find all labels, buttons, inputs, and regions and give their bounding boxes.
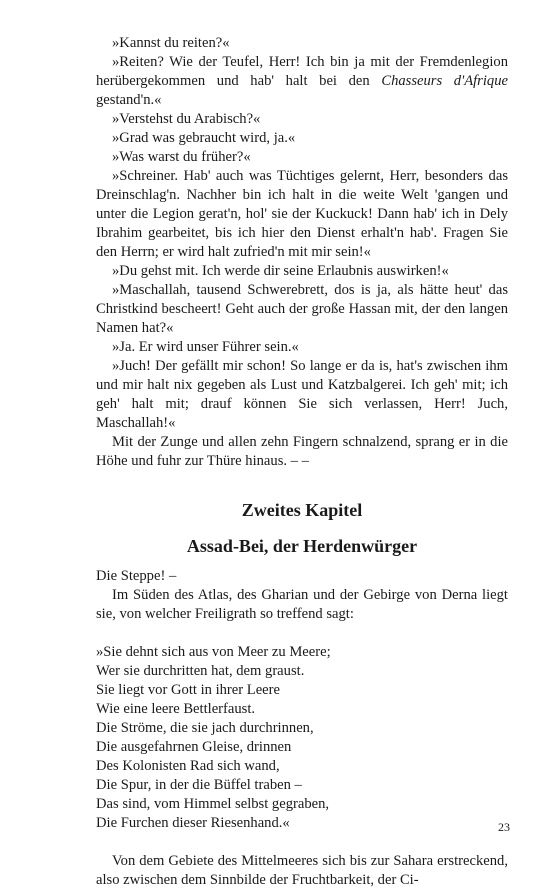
poem-line: Die Spur, in der die Büffel traben – [96, 777, 302, 793]
poem-line: »Sie dehnt sich aus von Meer zu Meere; [96, 644, 331, 660]
closing-paragraph: Von dem Gebiete des Mittelmeeres sich bis zur Sahara erstreckend, also zwischen dem Sinnbilde der Fruchtbarkeit, der Ci- [96, 853, 508, 888]
poem-line: Die Ströme, die sie jach durchrinnen, [96, 720, 314, 736]
dialogue-line: »Juch! Der gefällt mir schon! So lange er da is, hat's zwischen ihm und mir halt nix gegeben als Lust und Katzbalgerei. Ich geh' mit; ich geh' halt mit; drauf können Sie sich verlassen, Herr! Juch, Maschallah!« [96, 358, 508, 431]
italic-phrase: Chasseurs d'Afrique [381, 73, 508, 89]
book-page [96, 34, 508, 890]
chapter-title: Assad-Bei, der Herdenwürger [186, 536, 418, 556]
dialogue-line: »Du gehst mit. Ich werde dir seine Erlaubnis auswirken!« [112, 263, 449, 279]
dialogue-line: »Schreiner. Hab' auch was Tüchtiges gelernt, Herr, besonders das Dreinschlag'n. Nachher bin ich halt in die weite Welt 'gangen und unter die Legion gerat'n, hol' sie der Kuckuck! Dann hab' ich in Dely Ibrahim gearbeitet, bis ich hier den Dienst erhalt'n hab'. Fragen Sie den Herrn; er wird halt zufried'n mit mir sein!« [96, 168, 508, 260]
poem-line: Die Furchen dieser Riesenhand.« [96, 815, 290, 831]
poem-line: Wie eine leere Bettlerfaust. [96, 701, 256, 717]
poem-line: Des Kolonisten Rad sich wand, [96, 758, 280, 774]
steppe-paragraph: Im Süden des Atlas, des Gharian und der Gebirge von Derna liegt sie, von welcher Freiligrath so treffend sagt: [96, 587, 508, 622]
dialogue-line: »Verstehst du Arabisch?« [112, 111, 261, 127]
poem-line: Wer sie durchritten hat, dem graust. [96, 663, 305, 679]
dialogue-line: »Reiten? Wie der Teufel, Herr! Ich bin ja mit der Fremdenlegion herübergekommen und hab' halt bei den Chasseurs d'Afrique gestand'n.« [96, 54, 508, 108]
poem-quote [96, 643, 508, 833]
narration-paragraph: Mit der Zunge und allen zehn Fingern schnalzend, sprang er in die Höhe und fuhr zur Thüre hinaus. – – [96, 434, 508, 469]
steppe-intro: Die Steppe! – [96, 568, 177, 584]
poem-line: Sie liegt vor Gott in ihrer Leere [96, 682, 280, 698]
poem-line: Das sind, vom Himmel selbst gegraben, [96, 796, 330, 812]
dialogue-line: »Ja. Er wird unser Führer sein.« [112, 339, 299, 355]
dialogue-line: »Grad was gebraucht wird, ja.« [112, 130, 296, 146]
chapter-heading: Zweites Kapitel [241, 500, 363, 520]
page-number: 23 [498, 820, 510, 834]
poem-line: Die ausgefahrnen Gleise, drinnen [96, 739, 292, 755]
dialogue-line: »Was warst du früher?« [112, 149, 251, 165]
dialogue-line: »Maschallah, tausend Schwerebrett, dos is ja, als hätte heut' das Christkind bescheert! Geht auch der große Hassan mit, der den langen Namen hat?« [96, 282, 508, 336]
dialogue-line: »Kannst du reiten?« [112, 35, 230, 51]
